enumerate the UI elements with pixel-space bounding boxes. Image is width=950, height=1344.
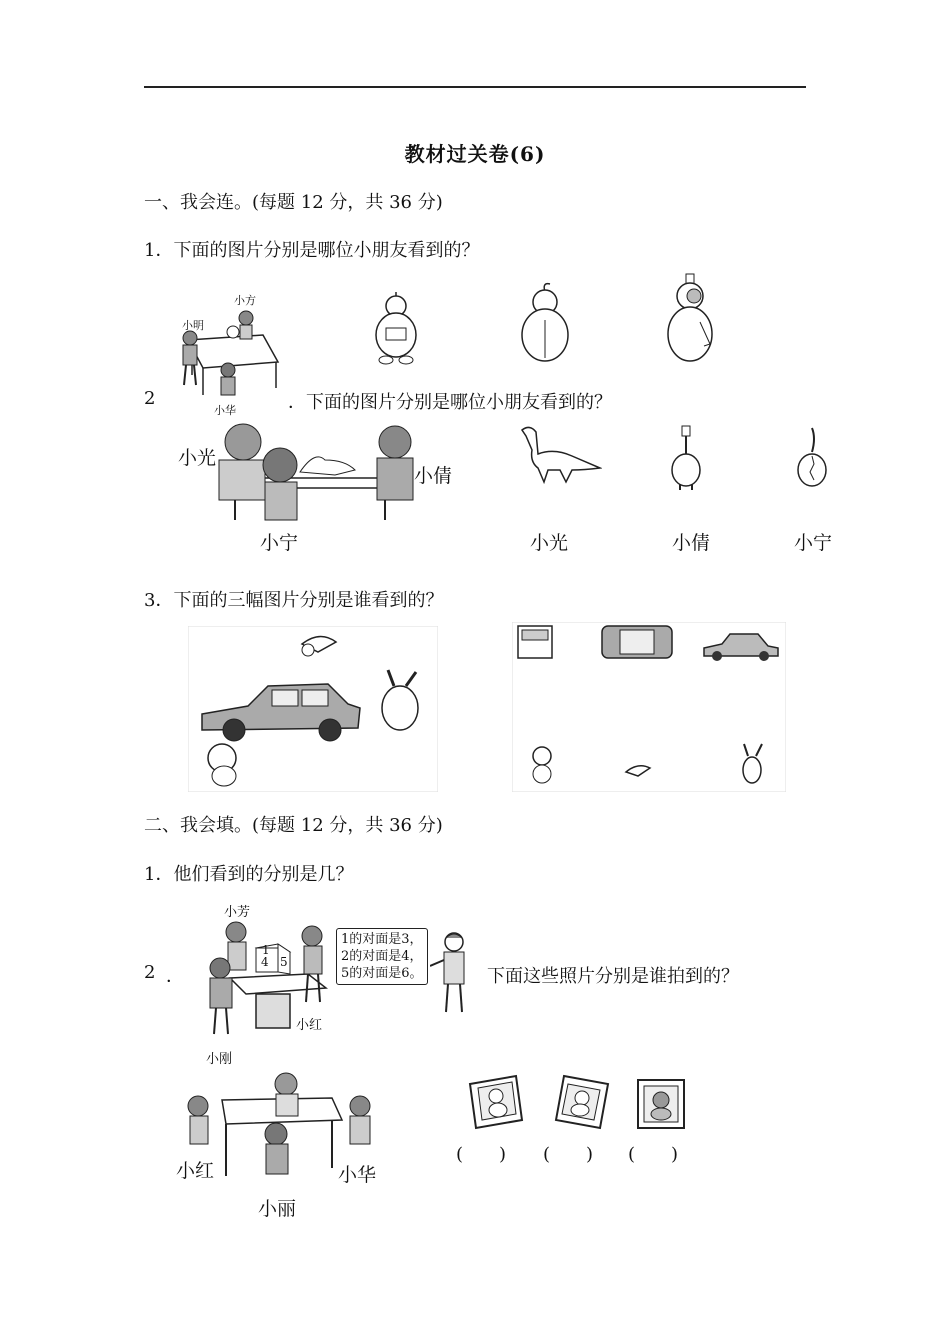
teacher-figure — [430, 930, 474, 1016]
label-xiaoning: 小宁 — [260, 532, 299, 554]
label-xiaohua: 小华 — [214, 404, 236, 417]
s2-q2-dot: ． — [166, 966, 184, 987]
dinosaur-front-view — [668, 424, 704, 492]
dinosaur-side-view — [514, 424, 602, 486]
section1-heading: 一、我会连。(每题 12 分，共 36 分) — [144, 192, 443, 213]
label-xiaoming: 小明 — [182, 319, 204, 332]
photo-2 — [552, 1074, 612, 1130]
s1-q3-text: 3．下面的三幅图片分别是谁看到的？ — [144, 590, 444, 611]
bubble-line-1: 1的对面是3， — [341, 932, 423, 947]
label-xiaogang: 小刚 — [206, 1052, 233, 1067]
page-title: 教材过关卷(6) — [404, 142, 546, 166]
q3-views-figure — [512, 622, 786, 792]
cube-face-top: 1 — [262, 943, 270, 957]
s2-q2-num: 2 — [144, 962, 156, 983]
label-xiaoli: 小丽 — [258, 1198, 297, 1220]
s1-q1-text: 1．下面的图片分别是哪位小朋友看到的？ — [144, 240, 480, 261]
s2-q1-text: 1．他们看到的分别是几？ — [144, 864, 354, 885]
blank-1[interactable]: ( ) — [456, 1144, 507, 1165]
answer-xiaoqian: 小倩 — [672, 532, 711, 554]
bubble-line-3: 5的对面是6。 — [341, 966, 423, 981]
doll-back-view — [514, 280, 576, 366]
label-xiaoqian: 小倩 — [414, 465, 453, 487]
label-xiaoguang: 小光 — [178, 447, 217, 469]
s1-q2-num: 2 — [144, 388, 156, 409]
q2-scene-figure — [205, 420, 415, 530]
cube-face-front: 4 — [261, 955, 269, 969]
answer-xiaoning: 小宁 — [794, 532, 833, 554]
dinosaur-back-view — [794, 424, 830, 492]
label-xiaofang: 小方 — [234, 294, 256, 307]
s1-q2-text: ．下面的图片分别是哪位小朋友看到的？ — [288, 392, 612, 413]
doll-front-view — [366, 290, 426, 365]
s2-q2-text: 下面这些照片分别是谁拍到的？ — [487, 966, 739, 987]
q1-scene-figure — [168, 290, 283, 420]
bubble-line-2: 2的对面是4， — [341, 949, 423, 964]
label-xiaohong2: 小红 — [176, 1160, 215, 1182]
section2-heading: 二、我会填。(每题 12 分，共 36 分) — [144, 815, 443, 836]
label-xiaohua2: 小华 — [338, 1164, 377, 1186]
cube-face-side: 5 — [280, 955, 288, 969]
label-xiaofang2: 小芳 — [224, 905, 251, 920]
photo-1 — [466, 1074, 526, 1130]
photo-3 — [634, 1076, 690, 1132]
top-rule — [144, 86, 806, 88]
doll-side-view — [660, 272, 720, 367]
answer-xiaoguang: 小光 — [530, 532, 569, 554]
blank-2[interactable]: ( ) — [543, 1144, 594, 1165]
q3-scene-figure — [188, 626, 438, 792]
label-xiaohong: 小红 — [296, 1018, 323, 1033]
speech-bubble — [336, 928, 428, 985]
blank-3[interactable]: ( ) — [628, 1144, 679, 1165]
